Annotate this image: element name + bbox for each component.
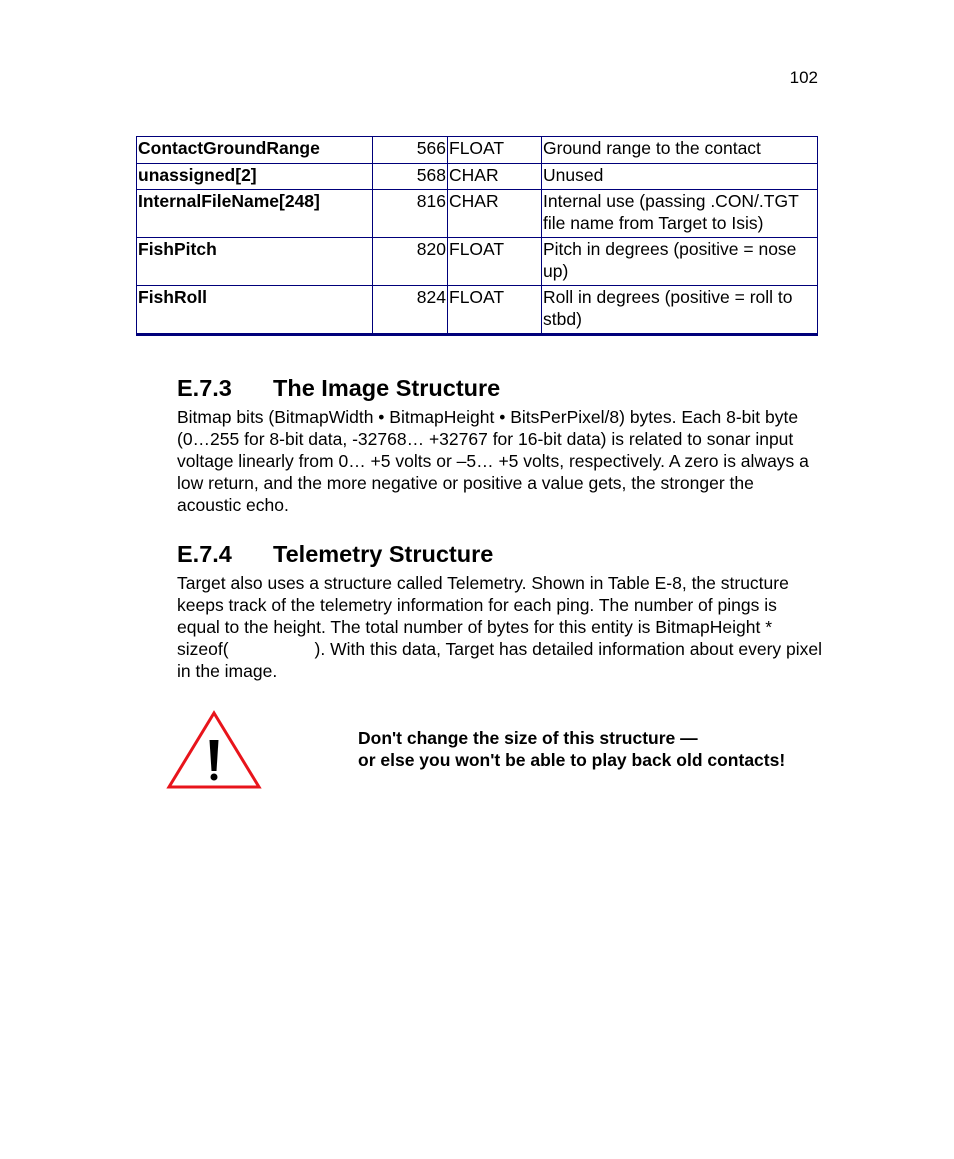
section-image-structure [177, 374, 822, 516]
section-body [177, 572, 822, 682]
field-type-cell: FLOAT [448, 238, 542, 286]
field-type-cell: FLOAT [448, 286, 542, 335]
field-type-cell: CHAR [448, 163, 542, 190]
section-number: E.7.3 [177, 375, 232, 401]
warning-line-1: Don't change the size of this structure — [358, 728, 698, 748]
field-offset-cell: 568 [373, 163, 448, 190]
table-row [137, 238, 818, 286]
section-telemetry-structure [177, 540, 822, 682]
body-text-after: ). With this data, Target has detailed information about every pixel in the image. [177, 639, 822, 681]
section-body: Bitmap bits (BitmapWidth • BitmapHeight • BitsPerPixel/8) bytes. Each 8-bit byte (0…255 for 8-bit data, -32768… +32767 for 16-bit data) is related to sonar input voltage linearly from 0… +5 volts or –5… +5 volts, respectively. A zero is always a low return, and the more negative or positive a value gets, the stronger the acoustic echo. [177, 407, 809, 515]
table-row [137, 163, 818, 190]
field-offset-cell: 566 [373, 137, 448, 164]
warning-line-2: or else you won't be able to play back old contacts! [358, 750, 786, 770]
warning-triangle-icon [166, 710, 262, 790]
field-description-cell: Internal use (passing .CON/.TGT file name from Target to Isis) [542, 190, 818, 238]
field-description-cell: Ground range to the contact [542, 137, 818, 164]
table-row [137, 137, 818, 164]
exclamation-dot [211, 774, 218, 781]
page-number: 102 [789, 68, 818, 87]
field-name-cell: ContactGroundRange [137, 137, 373, 164]
section-heading [177, 540, 822, 568]
field-offset-cell: 816 [373, 190, 448, 238]
table-row [137, 286, 818, 335]
field-offset-cell: 824 [373, 286, 448, 335]
section-heading [177, 374, 822, 402]
field-name-cell: FishPitch [137, 238, 373, 286]
section-title: The Image Structure [273, 375, 501, 401]
table-body [137, 137, 818, 335]
field-description-cell: Pitch in degrees (positive = nose up) [542, 238, 818, 286]
section-number: E.7.4 [177, 541, 232, 567]
field-name-cell: FishRoll [137, 286, 373, 335]
field-name-cell: unassigned[2] [137, 163, 373, 190]
field-description-cell: Roll in degrees (positive = roll to stbd) [542, 286, 818, 335]
field-name-cell: InternalFileName[248] [137, 190, 373, 238]
body-text-before: Target also uses a structure called Telemetry. Shown in Table E-8, the structure keeps track of the telemetry information for each ping. The number of pings is equal to the height. The total number of bytes for this entity is BitmapHeight * sizeof( [177, 573, 789, 659]
warning-message [358, 727, 785, 771]
field-description-cell: Unused [542, 163, 818, 190]
table-row [137, 190, 818, 238]
field-offset-cell: 820 [373, 238, 448, 286]
field-type-cell: CHAR [448, 190, 542, 238]
structure-field-table [136, 136, 818, 336]
section-title: Telemetry Structure [273, 541, 494, 567]
field-type-cell: FLOAT [448, 137, 542, 164]
